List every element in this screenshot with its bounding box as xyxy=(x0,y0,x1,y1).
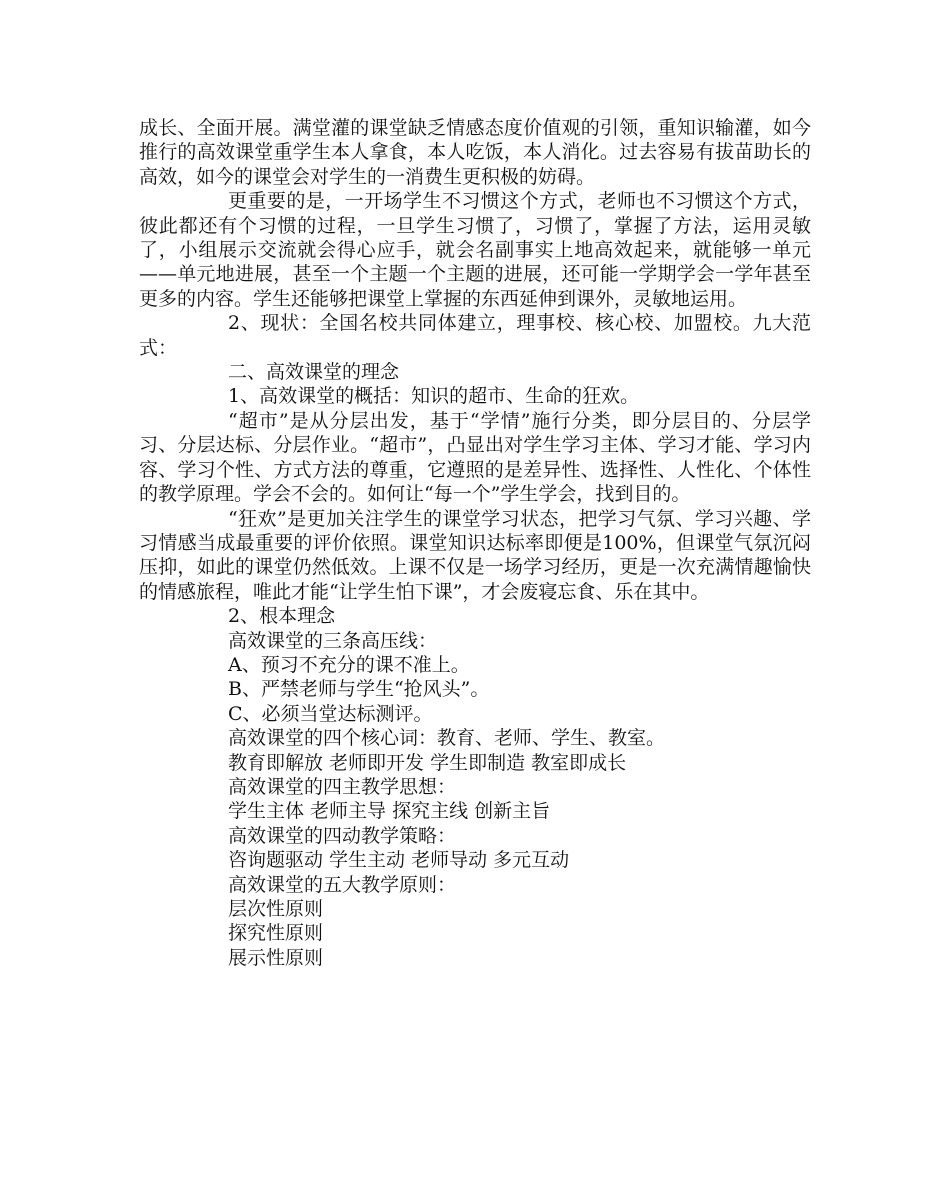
list-line: 高效课堂的四主教学思想： xyxy=(228,775,457,798)
list-line: 咨询题驱动 学生主动 老师导动 多元互动 xyxy=(228,849,570,872)
list-line: 高效课堂的三条高压线： xyxy=(228,629,438,652)
list-line: 教育即解放 老师即开发 学生即制造 教室即成长 xyxy=(228,751,627,774)
list-line: 展示性原则 xyxy=(228,946,324,969)
paragraph-1: 成长、全面开展。满堂灌的课堂缺乏情感态度价值观的引领，重知识输灌，如今推行的高效课堂重学生本人拿食，本人吃饭，本人消化。过去容易有拔苗助长的高效，如今的课堂会对学生的一消费生更积极的妨碍。 xyxy=(139,117,811,188)
list-line: 高效课堂的五大教学原则： xyxy=(228,873,457,896)
list-line: 高效课堂的四动教学策略： xyxy=(228,824,457,847)
paragraph-5: 1、高效课堂的概括：知识的超市、生命的狂欢。 xyxy=(228,385,640,408)
list-line: 2、根本理念 xyxy=(228,605,336,628)
paragraph-2: 更重要的是，一开场学生不习惯这个方式，老师也不习惯这个方式，彼此都还有个习惯的过程，一旦学生习惯了，习惯了，掌握了方法，运用灵敏了，小组展示交流就会得心应手，就会名副事实上地高效起来，就能够一单元——单元地进展，甚至一个主题一个主题的进展，还可能一学期学会一学年甚至更多的内容。学生还能够把课堂上掌握的东西延伸到课外，灵敏地运用。 xyxy=(139,190,811,310)
paragraph-3: 2、现状：全国名校共同体建立，理事校、核心校、加盟校。九大范式： xyxy=(139,312,811,359)
list-line: B、严禁老师与学生“抢风头”。 xyxy=(228,678,490,701)
list-line: A、预习不充分的课不准上。 xyxy=(228,653,470,676)
section-heading: 二、高效课堂的理念 xyxy=(228,361,400,384)
paragraph-6: “超市”是从分层出发，基于“学情”施行分类，即分层目的、分层学习、分层达标、分层作业。“超市”，凸显出对学生学习主体、学习才能、学习内容、学习个性、方式方法的尊重，它遵照的是差异性、选择性、人性化、个体性的教学原理。学会不会的。如何让“每一个”学生学会，找到目的。 xyxy=(139,409,811,506)
list-line: 学生主体 老师主导 探究主线 创新主旨 xyxy=(228,800,551,823)
list-line: C、必须当堂达标测评。 xyxy=(228,702,433,725)
paragraph-7: “狂欢”是更加关注学生的课堂学习状态，把学习气氛、学习兴趣、学习情感当成最重要的评价依照。课堂知识达标率即便是100%，但课堂气氛沉闷压抑，如此的课堂仍然低效。上课不仅是一场学习经历，更是一次充满情趣愉快的情感旅程，唯此才能“让学生怕下课”，才会废寝忘食、乐在其中。 xyxy=(139,507,811,603)
document-body xyxy=(139,116,811,970)
concept-list xyxy=(139,604,811,970)
list-line: 层次性原则 xyxy=(228,898,324,920)
list-line: 探究性原则 xyxy=(228,922,324,945)
list-line: 高效课堂的四个核心词：教育、老师、学生、教室。 xyxy=(228,727,666,750)
